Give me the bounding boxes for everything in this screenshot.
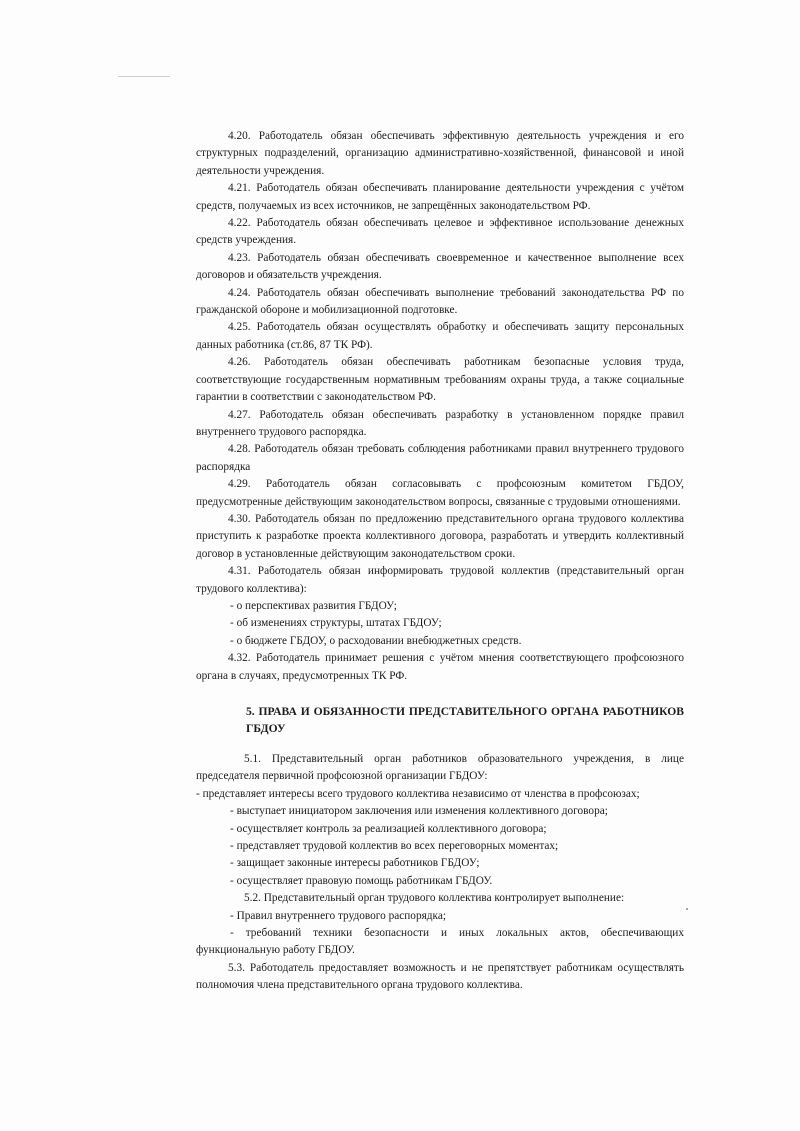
list-item: - представляет трудовой коллектив во всех переговорных моментах; — [230, 840, 559, 853]
list-item: - представляет интересы всего трудового коллектива независимо от членства в профсоюзах; — [196, 787, 640, 800]
paragraph-4-23: 4.23. Работодатель обязан обеспечивать своевременное и качественное выполнение всех договоров и обязательств учреждения. — [196, 251, 684, 282]
list-item: - осуществляет правовую помощь работникам ГБДОУ. — [230, 874, 493, 887]
paragraph-5-3: 5.3. Работодатель предоставляет возможность и не препятствует работникам осуществлять полномочия члена представительного органа трудового коллектива. — [196, 961, 684, 992]
scan-speck — [686, 908, 688, 910]
paragraph-4-31: 4.31. Работодатель обязан информировать трудовой коллектив (представительный орган трудового коллектива): — [196, 565, 684, 595]
paragraph-4-32: 4.32. Работодатель принимает решения с учётом мнения соответствующего профсоюзного органа в случаях, предусмотренных ТК РФ. — [196, 652, 684, 682]
paragraph-4-26: 4.26. Работодатель обязан обеспечивать работникам безопасные условия труда, соответствующие государственным нормативным требованиям охраны труда, а также социальные гарантии в соответствии с законодательством РФ. — [196, 356, 684, 404]
list-item: - требований техники безопасности и иных локальных актов, обеспечивающих функциональную работу ГБДОУ. — [196, 927, 684, 957]
paragraph-4-25: 4.25. Работодатель обязан осуществлять обработку и обеспечивать защиту персональных данных работника (ст.86, 87 ТК РФ). — [196, 321, 684, 351]
section-5-heading: 5. ПРАВА И ОБЯЗАННОСТИ ПРЕДСТАВИТЕЛЬНОГО ОРГАНА РАБОТНИКОВ ГБДОУ — [246, 705, 684, 735]
list-item: - об изменениях структуры, штатах ГБДОУ; — [230, 617, 442, 630]
paragraph-5-1: 5.1. Представительный орган работников образовательного учреждения, в лице председателя первичной профсоюзной организации ГБДОУ: — [196, 753, 684, 783]
paragraph-4-29: 4.29. Работодатель обязан согласовывать с профсоюзным комитетом ГБДОУ, предусмотренные действующим законодательством вопросы, связанные с трудовыми отношениями. — [196, 478, 684, 508]
list-item: - осуществляет контроль за реализацией коллективного договора; — [230, 822, 547, 835]
list-item: - о перспективах развития ГБДОУ; — [230, 599, 397, 612]
paragraph-4-30: 4.30. Работодатель обязан по предложению представительного органа трудового коллектива приступить к разработке проекта коллективного договора, разработать и утвердить коллективный договор в установленные действующим законодательством сроки. — [196, 512, 684, 560]
paragraph-4-28: 4.28. Работодатель обязан требовать соблюдения работниками правил внутреннего трудового распорядка — [196, 443, 684, 473]
list-item: - Правил внутреннего трудового распорядка; — [230, 909, 447, 922]
paragraph-4-22: 4.22. Работодатель обязан обеспечивать целевое и эффективное использование денежных средств учреждения. — [196, 217, 684, 247]
list-item: - защищает законные интересы работников ГБДОУ; — [230, 857, 480, 870]
paragraph-4-20: 4.20. Работодатель обязан обеспечивать эффективную деятельность учреждения и его структурных подразделений, организацию административно-хозяйственной, финансовой и иной деятельности учреждения. — [196, 130, 684, 177]
paragraph-5-2: 5.2. Представительный орган трудового коллектива контролирует выполнение: — [244, 892, 625, 905]
document-body — [196, 128, 684, 995]
list-item: - выступает инициатором заключения или изменения коллективного договора; — [230, 805, 608, 818]
list-item: - о бюджете ГБДОУ, о расходовании внебюджетных средств. — [230, 634, 522, 647]
paragraph-4-24: 4.24. Работодатель обязан обеспечивать выполнение требований законодательства РФ по гражданской обороне и мобилизационной подготовке. — [196, 286, 684, 317]
paragraph-4-21: 4.21. Работодатель обязан обеспечивать планирование деятельности учреждения с учётом средств, получаемых из всех источников, не запрещённых законодательством РФ. — [196, 182, 684, 212]
paragraph-4-27: 4.27. Работодатель обязан обеспечивать разработку в установленном порядке правил внутреннего трудового распорядка. — [196, 408, 684, 438]
scan-artifact-line — [118, 76, 170, 77]
